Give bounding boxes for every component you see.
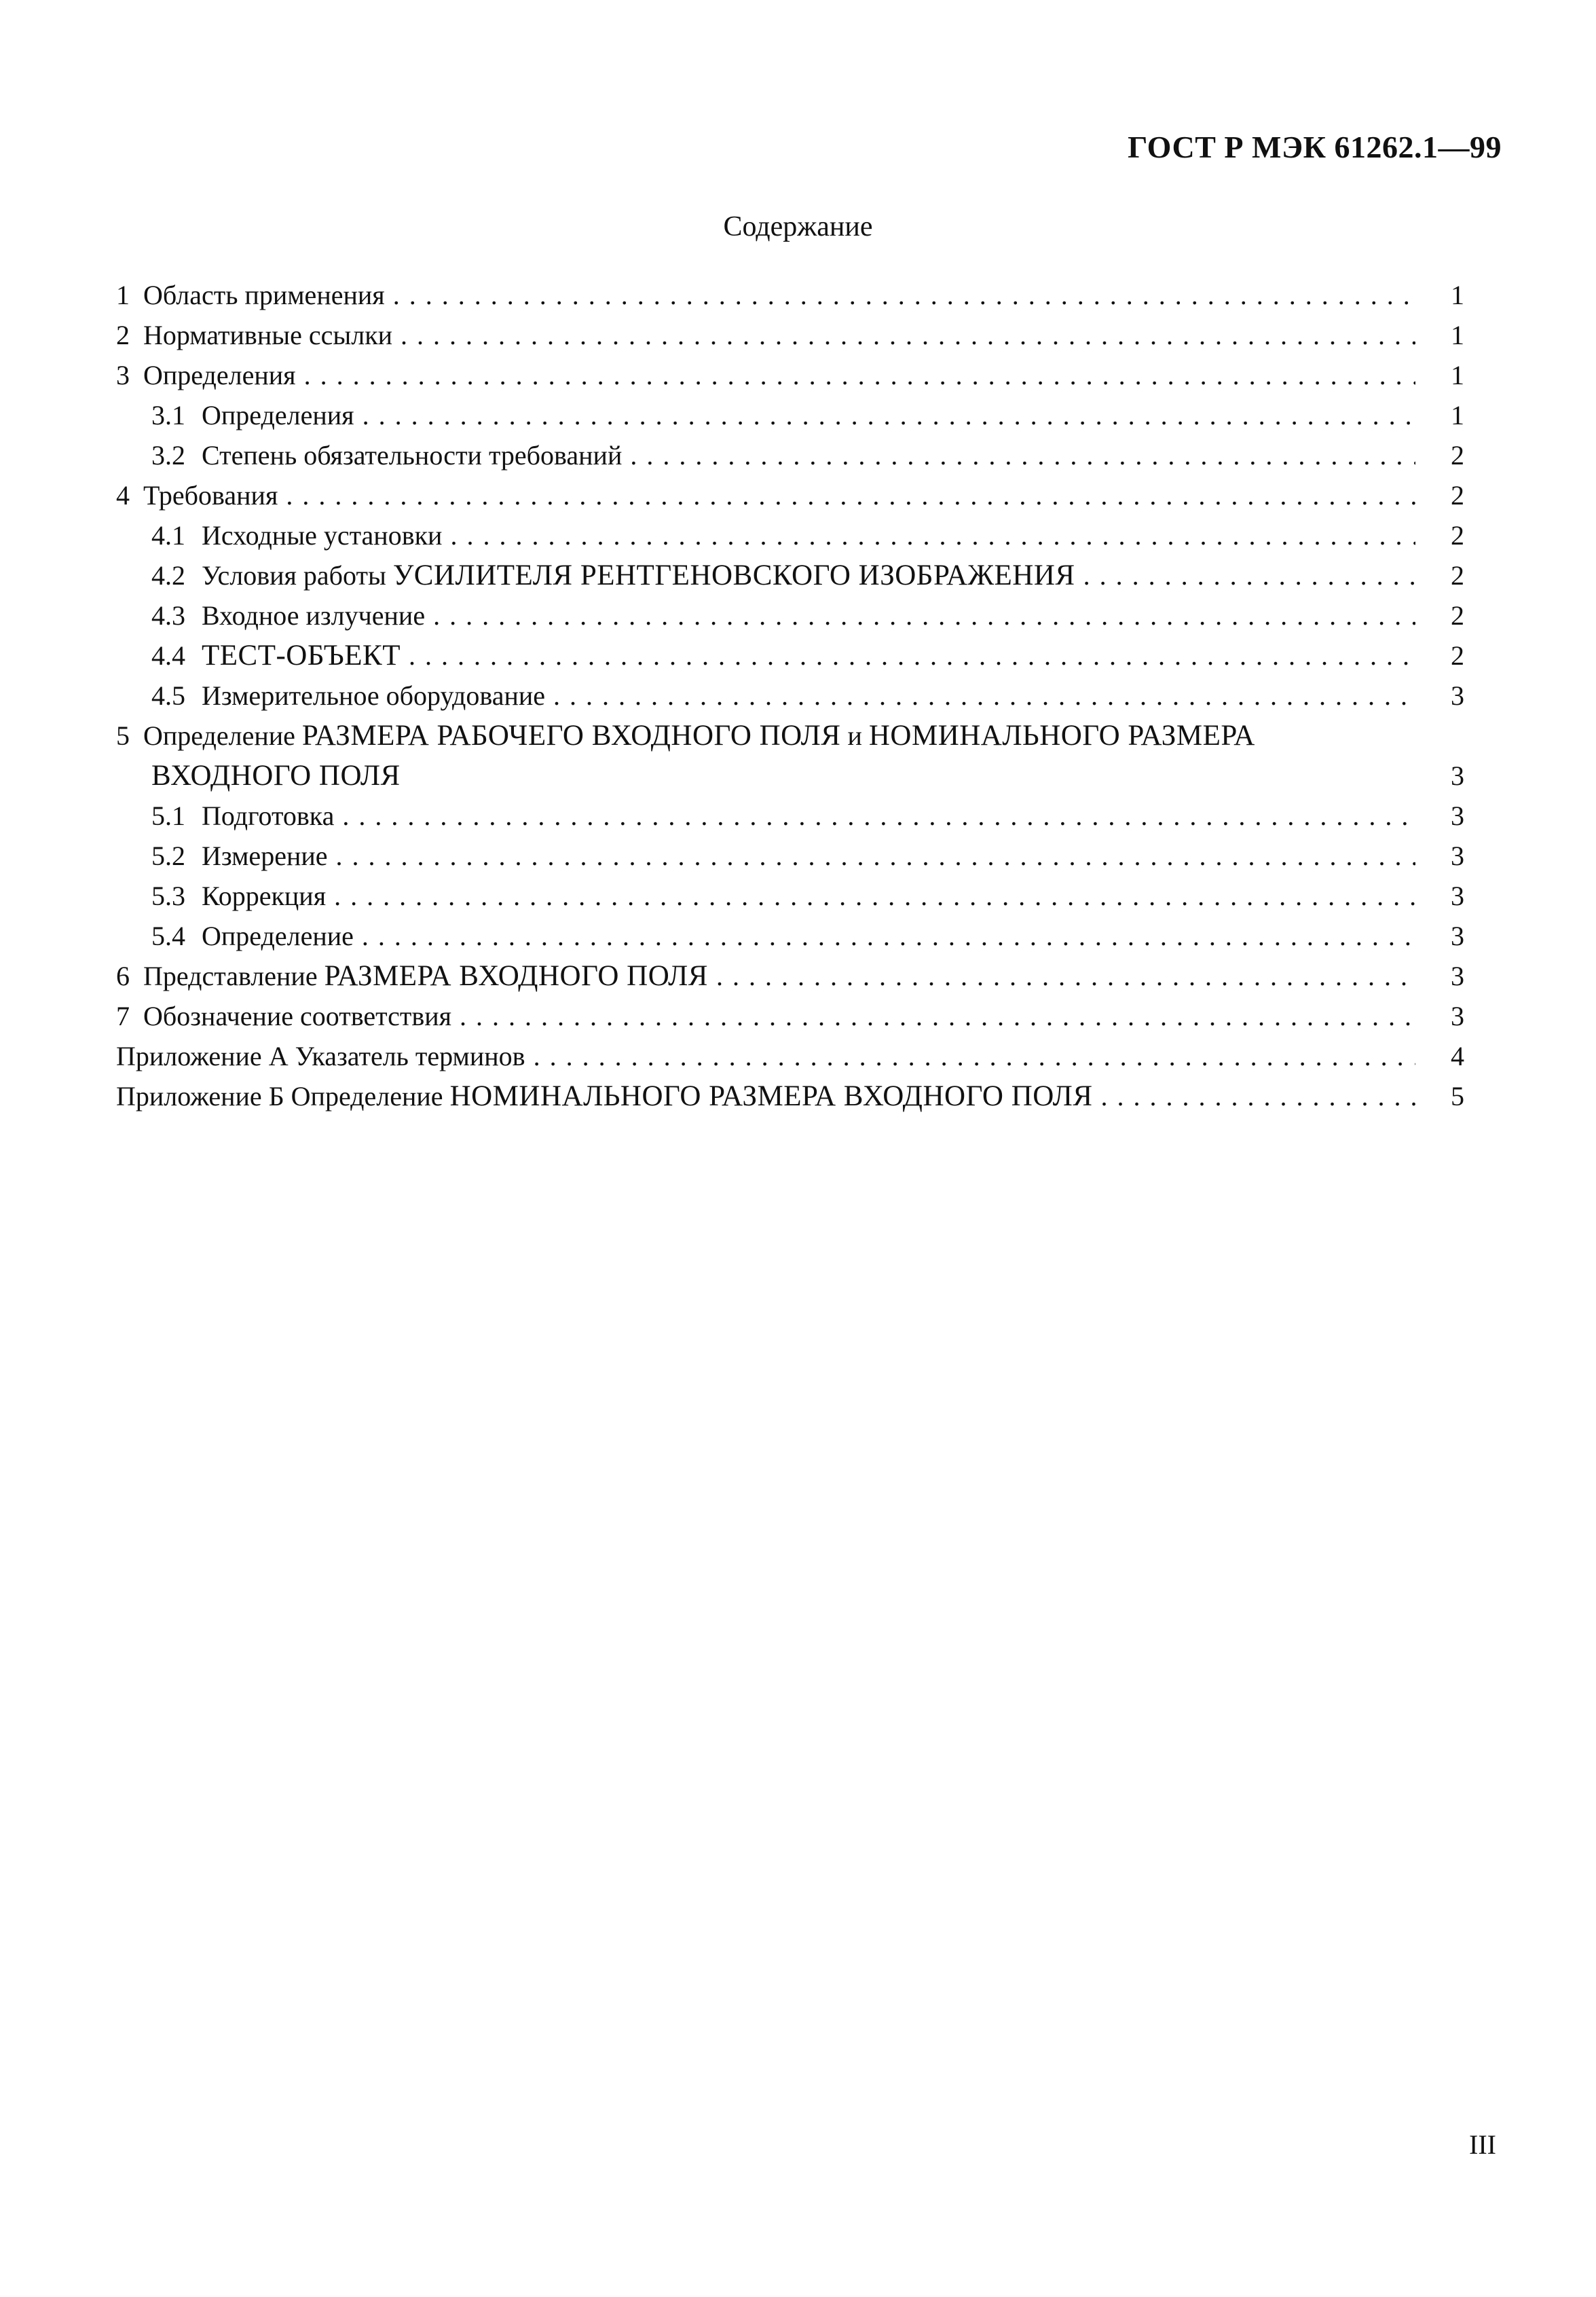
dot-leader: [278, 480, 1415, 511]
toc-entry-page: 5: [1451, 1081, 1464, 1111]
toc-entry-page: 1: [1451, 320, 1464, 350]
toc-entry-page: 4: [1451, 1041, 1464, 1071]
toc-entry-number: 3.2: [151, 440, 185, 471]
toc-entry[interactable]: [116, 315, 1464, 355]
toc-entry-page: 1: [1451, 360, 1464, 390]
dot-leader: [328, 841, 1415, 871]
toc-entry-page: 2: [1451, 480, 1464, 511]
toc-entry-title: Указатель терминов: [295, 1041, 525, 1071]
toc-entry-page: 3: [1451, 680, 1464, 711]
toc-entry-term: РАЗМЕРА ВХОДНОГО ПОЛЯ: [324, 960, 708, 992]
toc-entry-number: 3.1: [151, 400, 185, 430]
dot-leader: [451, 1001, 1415, 1031]
toc-subentry[interactable]: [116, 595, 1464, 636]
standard-code-header: ГОСТ Р МЭК 61262.1—99: [1128, 130, 1502, 164]
toc-entry-term: НОМИНАЛЬНОГО РАЗМЕРА ВХОДНОГО ПОЛЯ: [449, 1080, 1093, 1112]
toc-entry-number: 5.3: [151, 881, 185, 911]
toc-entry-page: 2: [1451, 560, 1464, 591]
toc-entry-number: 6: [116, 961, 130, 991]
toc-entry-title: Коррекция: [202, 881, 327, 911]
toc-entry-title: Измерительное оборудование: [202, 680, 546, 711]
toc-subentry[interactable]: [116, 836, 1464, 876]
toc-entry[interactable]: [116, 275, 1464, 315]
toc-entry-number: 3: [116, 360, 130, 390]
dot-leader: [334, 801, 1415, 831]
toc-entry-page: 3: [1451, 921, 1464, 951]
toc-entry-number: 5.1: [151, 801, 185, 831]
toc-entry[interactable]: [116, 355, 1464, 395]
toc-entry-title: Подготовка: [202, 801, 335, 831]
toc-subentry[interactable]: [116, 555, 1464, 595]
toc-entry-number: 5: [116, 720, 130, 751]
toc-entry-page: 3: [1451, 881, 1464, 911]
toc-subentry[interactable]: [116, 876, 1464, 916]
toc-entry-number: 4.4: [151, 640, 185, 671]
dot-leader: [425, 600, 1415, 631]
dot-leader: [392, 320, 1415, 350]
toc-entry-number: 1: [116, 280, 130, 310]
toc-entry[interactable]: [116, 475, 1464, 515]
toc-appendix-entry[interactable]: [116, 1036, 1464, 1076]
toc-entry-title: Определение: [202, 921, 354, 951]
dot-leader: [354, 921, 1415, 951]
toc-entry-page: 3: [1451, 801, 1464, 831]
toc-subentry[interactable]: [116, 395, 1464, 435]
toc-entry-page: 2: [1451, 600, 1464, 631]
toc-entry-title: Обозначение соответствия: [143, 1001, 452, 1031]
toc-subentry[interactable]: [116, 796, 1464, 836]
page-number: III: [1469, 2129, 1496, 2160]
toc-entry-title: Определения: [143, 360, 296, 390]
toc-entry-term-continued: ВХОДНОГО ПОЛЯ: [151, 760, 401, 792]
dot-leader: [545, 680, 1415, 711]
toc-entry-number: 4.3: [151, 600, 185, 631]
toc-appendix-label: Приложение Б: [116, 1081, 284, 1111]
toc-subentry[interactable]: [116, 515, 1464, 555]
toc-entry-title: Нормативные ссылки: [143, 320, 393, 350]
toc-entry-title: Представление: [143, 961, 324, 991]
toc-entry[interactable]: [116, 716, 1464, 796]
dot-leader: [708, 961, 1415, 991]
toc-appendix-entry[interactable]: [116, 1076, 1464, 1116]
toc-entry-number: 4.1: [151, 520, 185, 551]
toc-entry-page: 3: [1451, 841, 1464, 871]
toc-entry-number: 4.2: [151, 560, 185, 591]
toc-entry-term-2: НОМИНАЛЬНОГО РАЗМЕРА: [868, 720, 1255, 752]
toc-entry-title: Входное излучение: [202, 600, 426, 631]
toc-subentry[interactable]: [116, 916, 1464, 956]
toc-subentry[interactable]: [116, 636, 1464, 676]
dot-leader: [401, 640, 1415, 671]
toc-entry-number: 5.2: [151, 841, 185, 871]
toc-entry-page: 1: [1451, 280, 1464, 310]
toc-entry-page: 3: [1451, 961, 1464, 991]
toc-entry-title: Определение: [291, 1081, 450, 1111]
toc-entry-page: 3: [1451, 1001, 1464, 1031]
toc-entry-term: РАЗМЕРА РАБОЧЕГО ВХОДНОГО ПОЛЯ: [301, 720, 841, 752]
toc-entry-page: 2: [1451, 440, 1464, 471]
toc-entry-title: Условия работы: [202, 560, 393, 591]
toc-entry-page: 2: [1451, 520, 1464, 551]
table-of-contents: [116, 275, 1464, 1116]
dot-leader: [1093, 1081, 1415, 1111]
toc-entry-page: 3: [1451, 760, 1464, 791]
toc-entry-number: 4: [116, 480, 130, 511]
dot-leader: [326, 881, 1415, 911]
toc-entry-number: 4.5: [151, 680, 185, 711]
toc-entry-term: ТЕСТ-ОБЪЕКТ: [202, 640, 401, 672]
toc-subentry[interactable]: [116, 435, 1464, 475]
toc-entry-page: 1: [1451, 400, 1464, 430]
dot-leader: [622, 440, 1415, 471]
dot-leader: [385, 280, 1415, 310]
toc-entry-title: Требования: [143, 480, 278, 511]
toc-entry-number: 5.4: [151, 921, 185, 951]
dot-leader: [354, 400, 1415, 430]
dot-leader: [296, 360, 1415, 390]
toc-entry-page: 2: [1451, 640, 1464, 671]
toc-title: Содержание: [723, 211, 873, 242]
toc-entry-number: 7: [116, 1001, 130, 1031]
toc-entry-term: УСИЛИТЕЛЯ РЕНТГЕНОВСКОГО ИЗОБРАЖЕНИЯ: [392, 559, 1075, 591]
toc-entry[interactable]: [116, 996, 1464, 1036]
toc-entry-title-connector: и: [840, 720, 869, 751]
toc-entry-title: Определение: [143, 720, 302, 751]
toc-appendix-label: Приложение А: [116, 1041, 289, 1071]
toc-entry-title: Определения: [202, 400, 354, 430]
toc-entry-title: Степень обязательности требований: [202, 440, 623, 471]
toc-subentry[interactable]: [116, 676, 1464, 716]
dot-leader: [1075, 560, 1415, 591]
toc-entry-title: Измерение: [202, 841, 328, 871]
toc-entry[interactable]: [116, 956, 1464, 996]
dot-leader: [525, 1041, 1415, 1071]
dot-leader: [442, 520, 1415, 551]
toc-entry-title: Область применения: [143, 280, 385, 310]
toc-entry-number: 2: [116, 320, 130, 350]
toc-entry-title: Исходные установки: [202, 520, 443, 551]
